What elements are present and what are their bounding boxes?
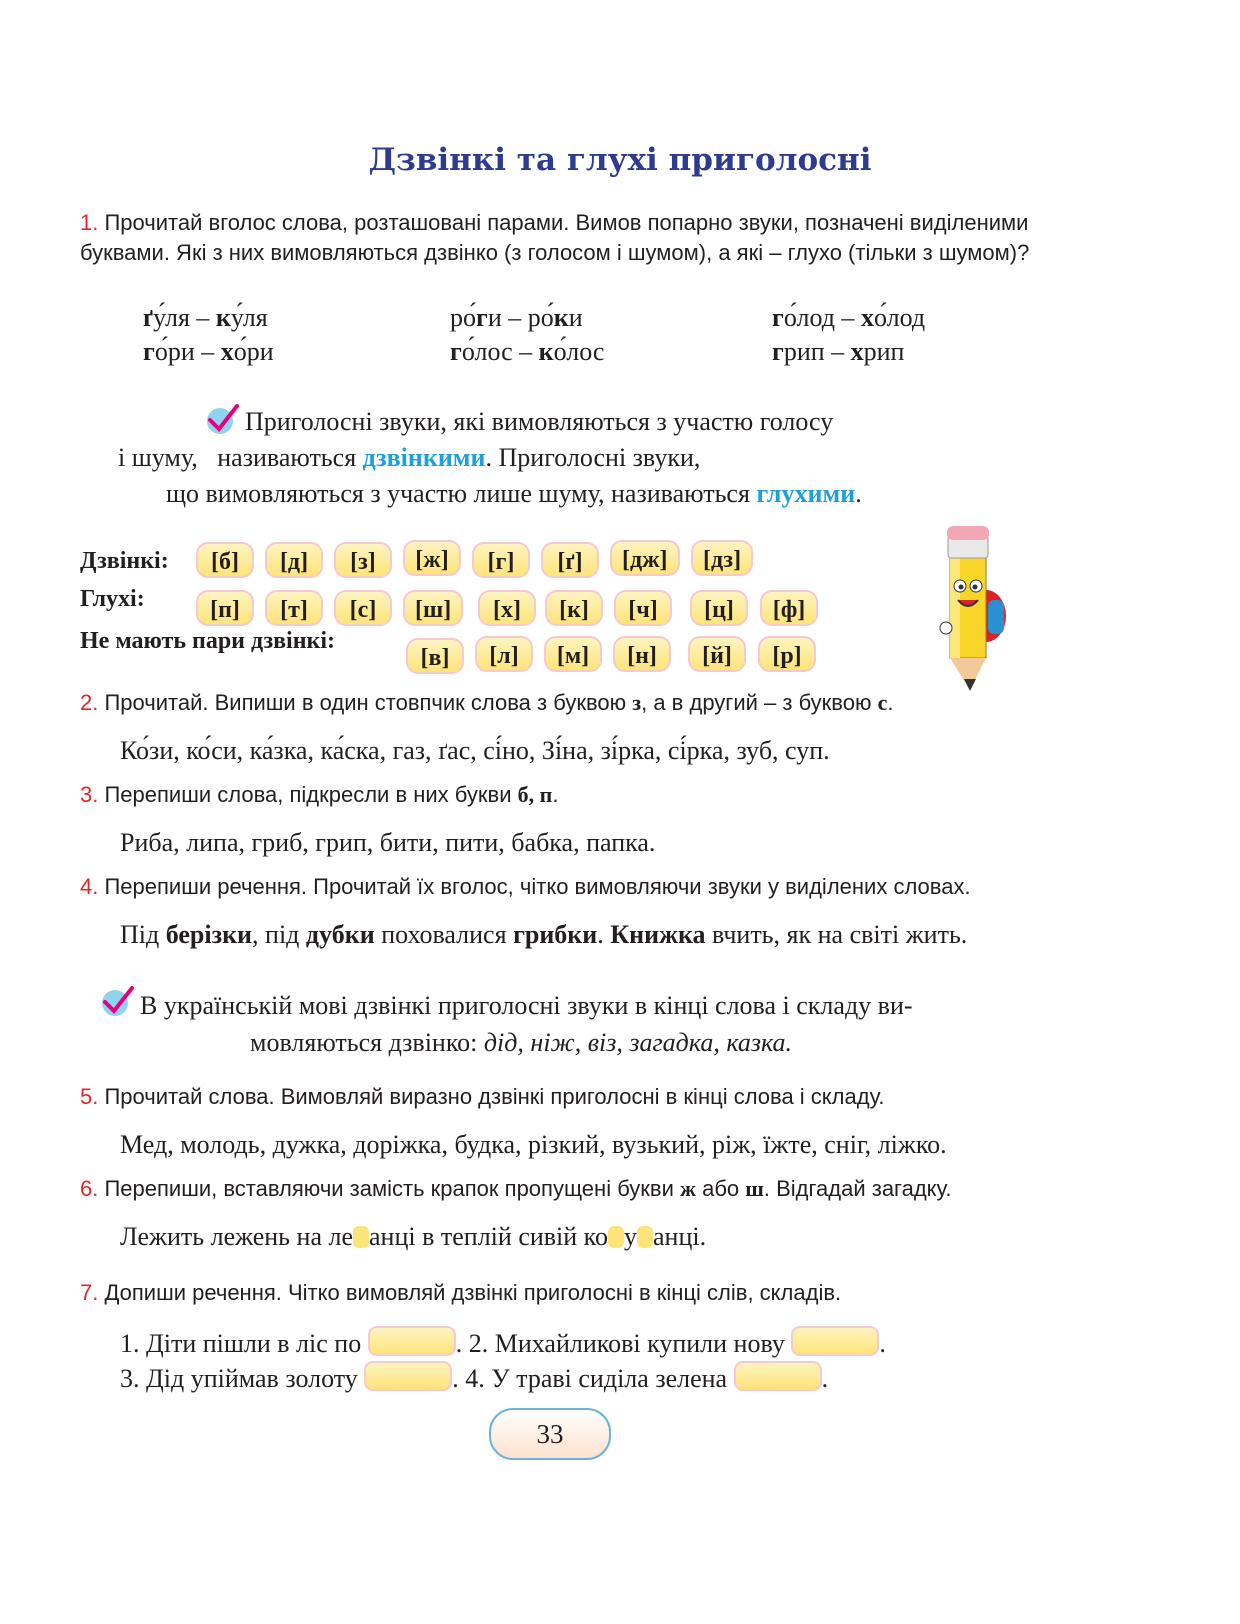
- sound-chip: [р]: [758, 636, 816, 672]
- word-pair: го́лос – ко́лос: [450, 337, 605, 366]
- word-pair: грип – хрип: [772, 337, 905, 366]
- task-7-line: 1. Діти пішли в ліс по . 2. Михайликові купили нову .: [120, 1326, 886, 1359]
- task-5-text: 5. Прочитай слова. Вимовляй виразно дзвінкі приголосні в кінці слова і складу.: [80, 1084, 885, 1109]
- letter-blank: [608, 1226, 624, 1248]
- sound-chip: [г]: [472, 542, 530, 578]
- sound-chip: [д]: [265, 542, 323, 578]
- checkmark-icon: [100, 984, 134, 1018]
- sound-chip: [л]: [475, 636, 533, 672]
- page-number: 33: [489, 1408, 611, 1460]
- sound-chip: [с]: [334, 590, 392, 626]
- unpaired-label: Не мають пари дзвінкі:: [80, 628, 336, 654]
- task-4-text: 4. Перепиши речення. Прочитай їх вголос, чітко вимовляючи звуки у виділених словах.: [80, 874, 971, 899]
- task-2-text: 2. Прочитай. Випиши в один стовпчик слова з буквою з, а в другий – з буквою с.: [80, 690, 894, 715]
- task-3-text: 3. Перепиши слова, підкресли в них букви б, п.: [80, 782, 559, 807]
- pencil-mascot-illustration: [936, 524, 1012, 692]
- rule-line: що вимовляються з участю лише шуму, називаються глухими.: [166, 479, 862, 508]
- letter-blank: [353, 1226, 369, 1248]
- task-2-example: Ко́зи, ко́си, ка́зка, ка́ска, газ, ґас, сі́но, Зі́на, зі́рка, сі́рка, зуб, суп.: [120, 736, 830, 765]
- task-number: 1.: [80, 210, 99, 235]
- sound-chip: [м]: [544, 636, 602, 672]
- task-6-text: 6. Перепиши, вставляючи замість крапок пропущені букви ж або ш. Відгадай загадку.: [80, 1176, 952, 1201]
- sound-chip: [н]: [613, 636, 671, 672]
- task-7-text: 7. Допиши речення. Чітко вимовляй дзвінкі приголосні в кінці слів, складів.: [80, 1280, 842, 1305]
- word-pair: го́ри – хо́ри: [143, 337, 274, 366]
- task-4-example: Під берізки, під дубки поховалися грибки. Книжка вчить, як на світі жить.: [120, 920, 968, 949]
- letter-blank: [637, 1226, 653, 1248]
- sound-chip: [ґ]: [541, 542, 599, 578]
- word-pair: ро́ги – ро́ки: [450, 303, 583, 332]
- sound-chip: [ч]: [614, 590, 672, 626]
- sound-chip: [дз]: [691, 540, 753, 576]
- word-pair: го́лод – хо́лод: [772, 303, 926, 332]
- task-3-example: Риба, липа, гриб, грип, бити, пити, бабка, папка.: [120, 828, 656, 857]
- sound-chip: [х]: [478, 590, 536, 626]
- word-blank: [364, 1361, 452, 1391]
- task-7-line: 3. Дід упіймав золоту . 4. У траві сиділа зелена .: [120, 1361, 828, 1394]
- sound-chip: [ц]: [690, 590, 748, 626]
- sound-chip: [п]: [196, 590, 254, 626]
- sound-chip: [дж]: [610, 540, 680, 576]
- sound-chip: [к]: [545, 590, 603, 626]
- rule-line: В українській мові дзвінкі приголосні звуки в кінці слова і складу ви-: [140, 991, 913, 1020]
- sound-chip: [ф]: [760, 590, 818, 626]
- page-title: Дзвінкі та глухі приголосні: [368, 142, 872, 178]
- word-blank: [734, 1361, 822, 1391]
- word-pair: ґу́ля – ку́ля: [143, 303, 268, 332]
- task-6-riddle: Лежить лежень на ле анці в теплій сивій ко у анці.: [120, 1222, 707, 1251]
- voiceless-label: Глухі:: [80, 586, 145, 612]
- sound-chip: [б]: [196, 542, 254, 578]
- rule-line: Приголосні звуки, які вимовляються з участю голосу: [245, 407, 834, 436]
- sound-chip: [ш]: [403, 590, 463, 626]
- sound-chip: [з]: [334, 542, 392, 578]
- task-1-text: 1. Прочитай вголос слова, розташовані парами. Вимов попарно звуки, позначені виділеними буквами. Які з них вимовляються дзвінко (з голосом і шумом), а які – глухо (тільки з шумом)?: [80, 210, 1030, 265]
- sound-chip: [в]: [406, 638, 464, 674]
- voiced-label: Дзвінкі:: [80, 548, 169, 574]
- sound-chip: [т]: [265, 590, 323, 626]
- sound-chip: [ж]: [403, 540, 461, 576]
- rule-line: мовляються дзвінко: дід, ніж, віз, загадка, казка.: [250, 1028, 793, 1057]
- rule-line: і шуму, називаються дзвінкими. Приголосні звуки,: [118, 443, 701, 472]
- word-blank: [368, 1326, 456, 1356]
- checkmark-icon: [205, 402, 239, 436]
- sound-chip: [й]: [688, 636, 746, 672]
- task-5-example: Мед, молодь, дужка, доріжка, будка, різкий, вузький, ріж, їжте, сніг, ліжко.: [120, 1130, 947, 1159]
- word-blank: [791, 1326, 879, 1356]
